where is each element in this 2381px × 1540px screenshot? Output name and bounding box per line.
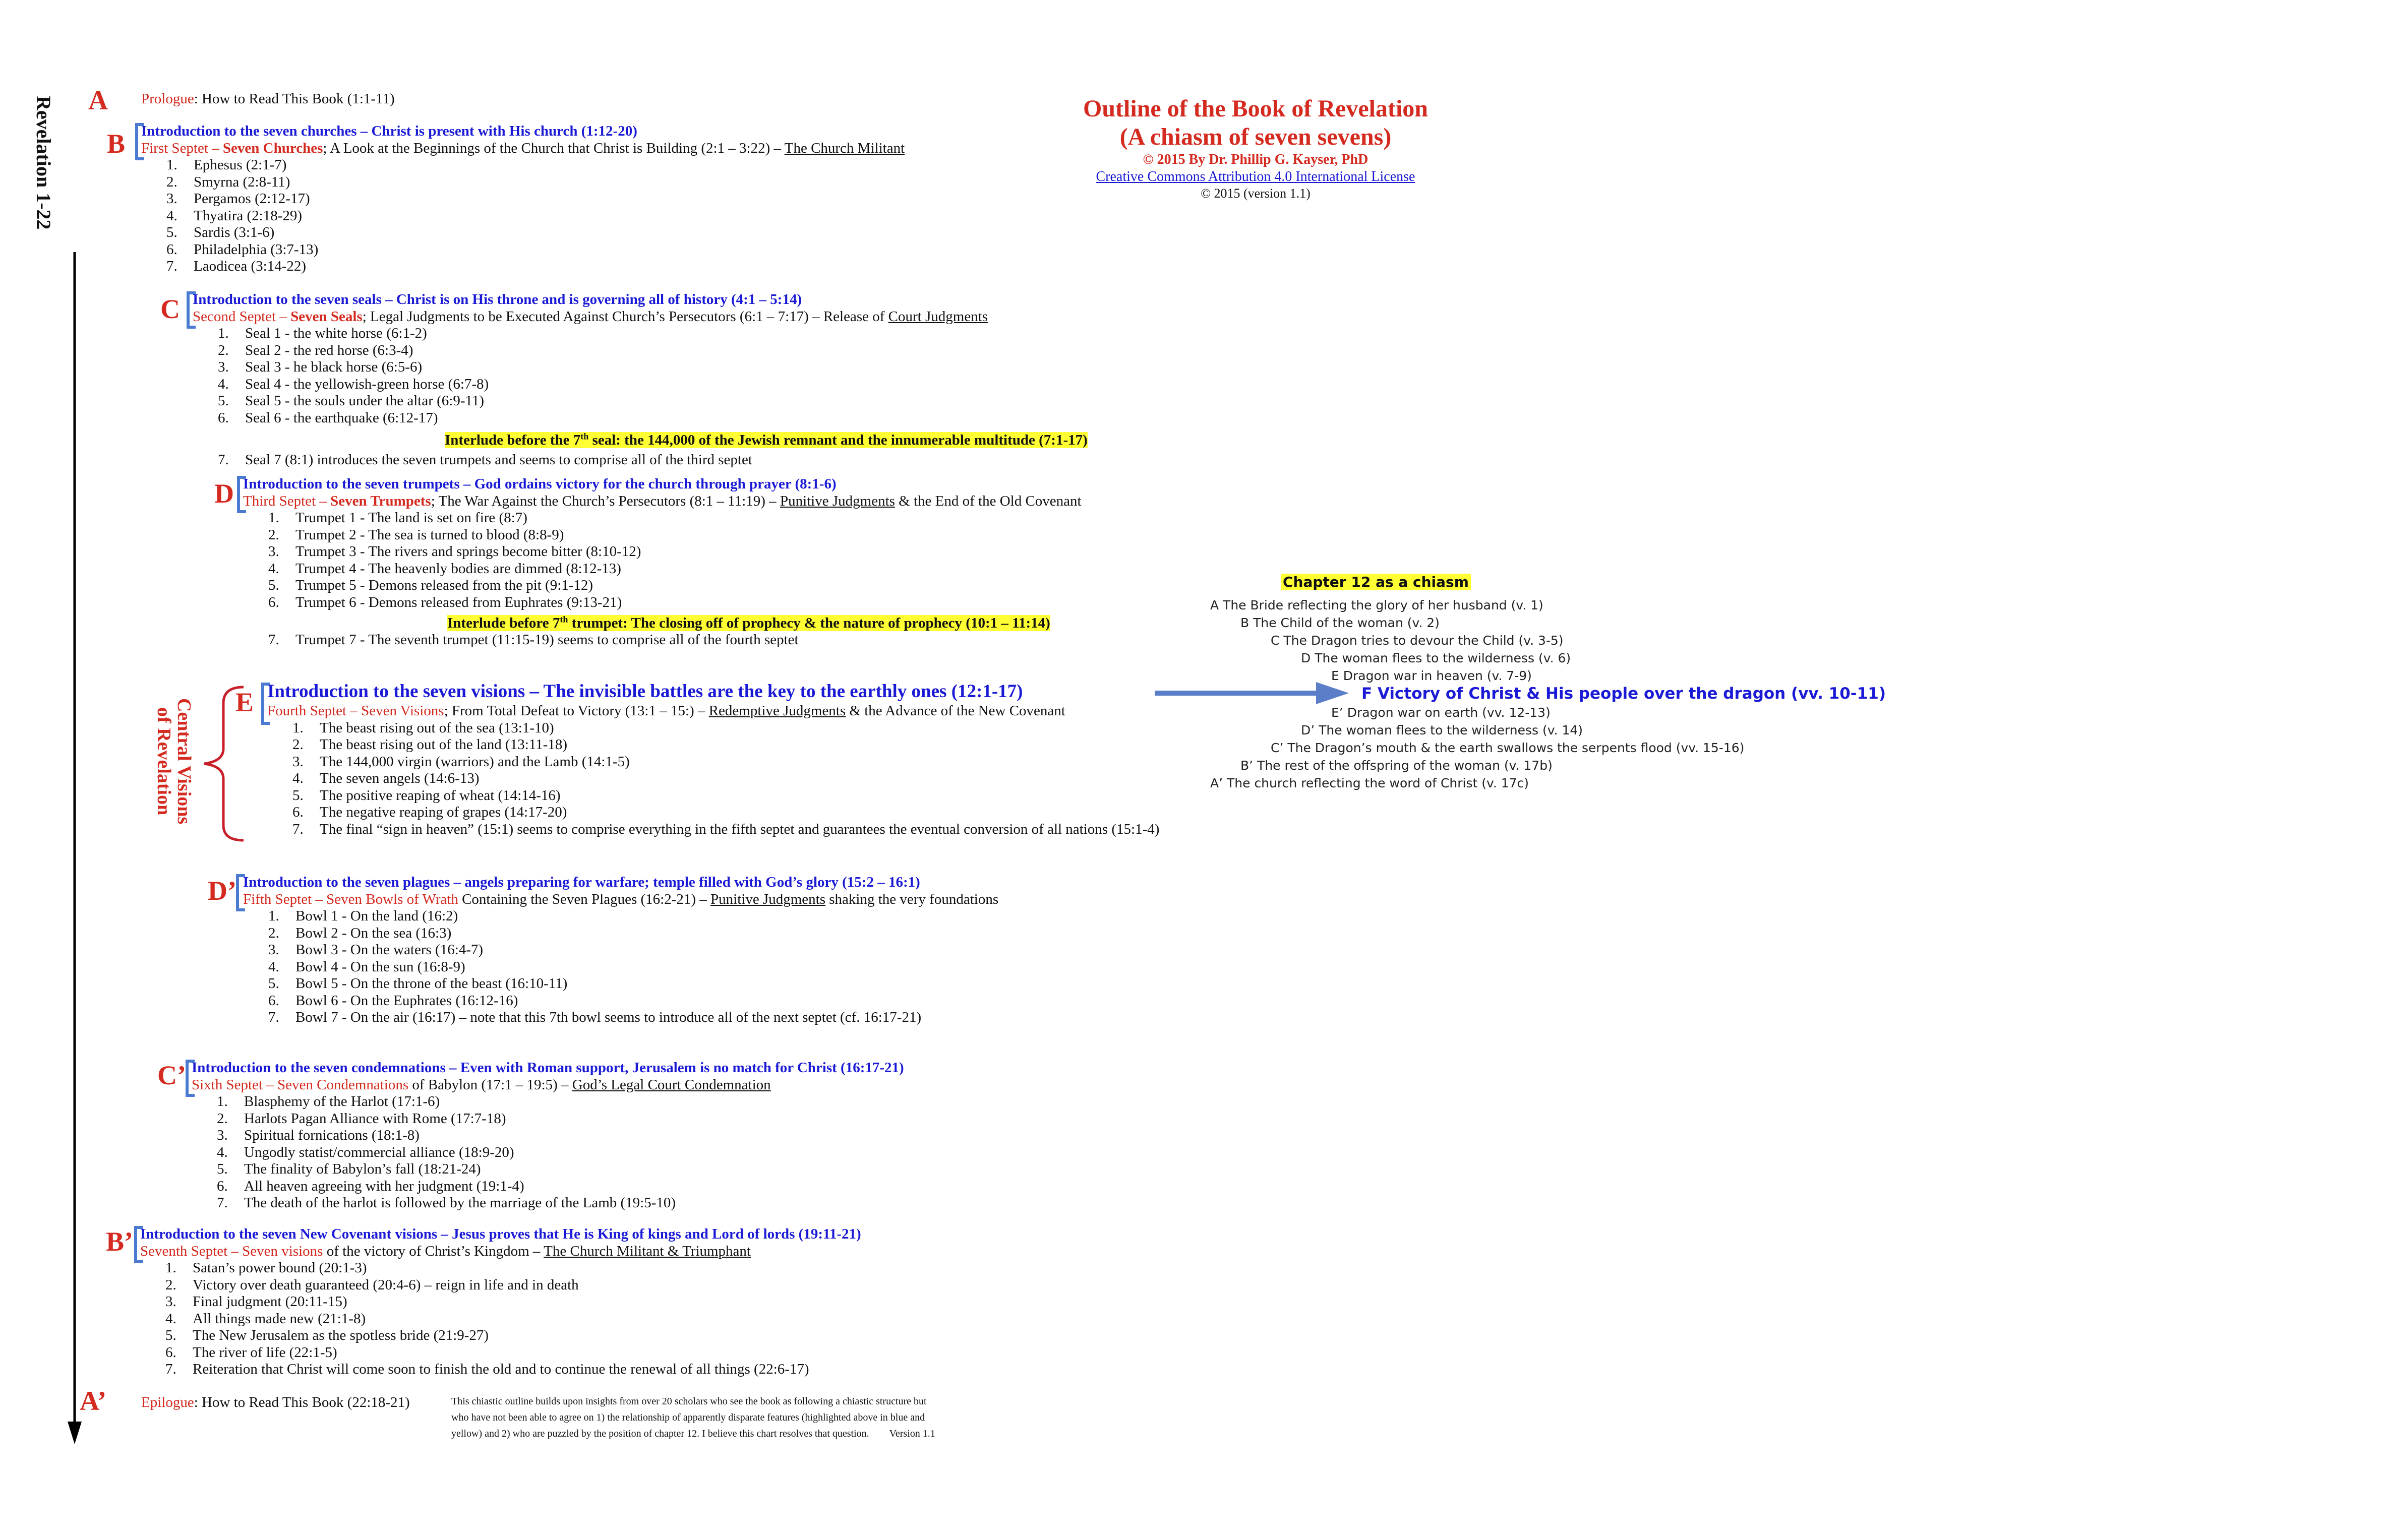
item-text: Trumpet 2 - The sea is turned to blood (8:8-9) <box>295 526 564 543</box>
item-text: Seal 3 - he black horse (6:5-6) <box>245 359 423 375</box>
list-b-prime <box>165 1260 861 1378</box>
list-item: 4. Seal 4 - the yellowish-green horse (6:7-8) <box>218 376 489 392</box>
item-text: Victory over death guaranteed (20:4-6) – reign in life and in death <box>193 1276 579 1293</box>
letter-e: E <box>235 687 254 717</box>
chiasm-heading <box>1281 574 1471 590</box>
chiasm-heading-text: Chapter 12 as a chiasm <box>1281 574 1471 590</box>
septet-e <box>267 703 1159 720</box>
list-item: 6. Seal 6 - the earthquake (6:12-17) <box>218 409 438 426</box>
list-item: 6. All heaven agreeing with her judgment (19:1-4) <box>217 1178 524 1194</box>
footnote <box>451 1393 935 1442</box>
item-text: Trumpet 1 - The land is set on fire (8:7) <box>295 510 527 526</box>
interlude-c <box>445 428 1088 449</box>
item-text: Seal 2 - the red horse (6:3-4) <box>245 342 413 358</box>
item-text: The river of life (22:1-5) <box>193 1344 337 1361</box>
vertical-label-text: Revelation 1-22 <box>32 96 55 230</box>
septet-c2-c: of Babylon (17:1 – 19:5) – <box>408 1076 572 1093</box>
list-e <box>292 720 1159 838</box>
item-text: Trumpet 5 - Demons released from the pit (9:1-12) <box>295 577 593 593</box>
item-text: Trumpet 4 - The heavenly bodies are dimmed (8:12-13) <box>295 560 621 577</box>
item-text: Ungodly statist/commercial alliance (18:9-20) <box>244 1144 514 1160</box>
section-b <box>141 123 905 275</box>
septet-d2-u: Punitive Judgments <box>710 891 825 907</box>
letter-a-prime: A’ <box>80 1386 106 1416</box>
list-item: 3. Seal 3 - he black horse (6:5-6) <box>218 359 423 375</box>
list-item-d7: 7. Trumpet 7 - The seventh trumpet (11:15-19) seems to comprise all of the fourth septet <box>268 632 799 648</box>
septet-c-b: Seven Seals <box>290 308 363 325</box>
chiasm-line-a2: A’ The church reflecting the word of Christ (v. 17c) <box>1210 776 1529 790</box>
septet-b-c: ; A Look at the Beginnings of the Church that Christ is Building (2:1 – 3:22) – <box>323 140 785 156</box>
list-item: 5. Bowl 5 - On the throne of the beast (16:10-11) <box>268 975 568 992</box>
septet-d-b: Seven Trumpets <box>330 492 431 509</box>
section-c <box>193 291 1088 469</box>
list-item-c7: 7. Seal 7 (8:1) introduces the seven trumpets and seems to comprise all of the third septet <box>218 452 752 468</box>
list-item: 6. Bowl 6 - On the Euphrates (16:12-16) <box>268 992 518 1009</box>
septet-e-a: Fourth Septet – Seven Visions <box>267 703 444 719</box>
list-item: 4. Thyatira (2:18-29) <box>166 207 303 224</box>
list-item: 3. The 144,000 virgin (warriors) and the Lamb (14:1-5) <box>292 753 630 770</box>
item-text: Trumpet 6 - Demons released from Euphrates (9:13-21) <box>295 594 622 610</box>
item-text: Seal 6 - the earthquake (6:12-17) <box>245 409 438 426</box>
list-item: 7. The death of the harlot is followed by the marriage of the Lamb (19:5-10) <box>217 1195 676 1211</box>
prologue <box>141 91 395 108</box>
chiasm-line-d: D The woman flees to the wilderness (v. 6) <box>1301 651 1571 665</box>
list-item: 1. Bowl 1 - On the land (16:2) <box>268 908 458 924</box>
list-item: 5. The positive reaping of wheat (14:14-16) <box>292 787 561 804</box>
intro-c: Introduction to the seven seals – Christ is on His throne and is governing all of history (4:1 – 5:14) <box>193 291 802 307</box>
septet-d-d: & the End of the Old Covenant <box>895 492 1082 509</box>
list-item: 2. Trumpet 2 - The sea is turned to blood (8:8-9) <box>268 526 564 543</box>
septet-c-a: Second Septet – <box>193 308 291 325</box>
central-label-line-1: Central Visions <box>173 698 195 825</box>
list-item: 7. Reiteration that Christ will come soon to finish the old and to continue the renewal of all things (22:6-17) <box>165 1361 809 1377</box>
chiasm-line-e2: E’ Dragon war on earth (vv. 12-13) <box>1331 705 1551 720</box>
septet-c-c: ; Legal Judgments to be Executed Against Church’s Persecutors (6:1 – 7:17) – Release of <box>362 308 888 325</box>
item-text: Bowl 1 - On the land (16:2) <box>295 908 458 924</box>
interlude-c-sup: th <box>580 431 589 441</box>
septet-b2-c: of the victory of Christ’s Kingdom – <box>323 1243 544 1259</box>
item-text: Satan’s power bound (20:1-3) <box>193 1260 367 1276</box>
list-item: 2. Seal 2 - the red horse (6:3-4) <box>218 342 413 358</box>
list-item: 2. Harlots Pagan Alliance with Rome (17:7-18) <box>217 1110 506 1127</box>
item-text: Seal 5 - the souls under the altar (6:9-11) <box>245 393 485 409</box>
septet-c-prime <box>192 1077 904 1094</box>
prologue-label: Prologue <box>141 91 194 107</box>
list-item: 5. Seal 5 - the souls under the altar (6:9-11) <box>218 393 485 409</box>
septet-d2-c: Containing the Seven Plagues (16:2-21) – <box>458 891 711 907</box>
item-text: Bowl 3 - On the waters (16:4-7) <box>295 942 484 958</box>
list-item: 1. Blasphemy of the Harlot (17:1-6) <box>217 1093 440 1110</box>
footnote-line-3-text: yellow) and 2) who are puzzled by the position of chapter 12. I believe this chart resolves that question. <box>451 1428 869 1439</box>
interlude-d-text <box>447 615 1050 631</box>
intro-b: Introduction to the seven churches – Christ is present with His church (1:12-20) <box>141 123 637 139</box>
interlude-c-text <box>445 432 1088 448</box>
septet-b <box>141 140 905 157</box>
title-author: © 2015 By Dr. Phillip G. Kayser, PhD <box>1143 152 1368 167</box>
item-text: Sardis (3:1-6) <box>194 224 275 240</box>
septet-d <box>243 493 1082 510</box>
footnote-line-1: This chiastic outline builds upon insights from over 20 scholars who see the book as following a chiastic structure but <box>451 1396 927 1407</box>
item-text: Philadelphia (3:7-13) <box>194 241 319 258</box>
list-item: 2. Victory over death guaranteed (20:4-6) – reign in life and in death <box>165 1276 579 1293</box>
list-c-prime <box>217 1093 904 1212</box>
epilogue-text: : How to Read This Book (22:18-21) <box>194 1394 410 1410</box>
list-item: 7. Laodicea (3:14-22) <box>166 258 307 274</box>
chiasm-line-b: B The Child of the woman (v. 2) <box>1240 615 1440 630</box>
item-text: Trumpet 7 - The seventh trumpet (11:15-19) seems to comprise all of the fourth septet <box>295 632 799 648</box>
septet-b-prime <box>140 1243 861 1260</box>
list-item: 6. The negative reaping of grapes (14:17-20) <box>292 804 567 820</box>
footnote-line-3 <box>451 1426 935 1442</box>
list-item: 3. Spiritual fornications (18:1-8) <box>217 1127 420 1143</box>
letter-d: D <box>214 478 234 509</box>
item-text: Bowl 4 - On the sun (16:8-9) <box>295 958 465 975</box>
item-text: Final judgment (20:11-15) <box>193 1293 347 1310</box>
item-text: Reiteration that Christ will come soon to finish the old and to continue the renewal of all things (22:6-17) <box>193 1361 809 1377</box>
list-item: 4. Bowl 4 - On the sun (16:8-9) <box>268 958 465 975</box>
section-b-prime <box>140 1226 861 1378</box>
item-text: Smyrna (2:8-11) <box>194 173 290 190</box>
septet-d-c: ; The War Against the Church’s Persecutors (8:1 – 11:19) – <box>431 492 780 509</box>
list-item: 5. The finality of Babylon’s fall (18:21-24) <box>217 1161 481 1177</box>
septet-e-d: & the Advance of the New Covenant <box>846 703 1065 719</box>
intro-d-prime: Introduction to the seven plagues – angels preparing for warfare; temple filled with God’s glory (15:2 – 16:1) <box>243 874 920 890</box>
list-item: 6. Trumpet 6 - Demons released from Euphrates (9:13-21) <box>268 594 622 610</box>
list-item: 2. Bowl 2 - On the sea (16:3) <box>268 925 452 941</box>
item-text: Seal 7 (8:1) introduces the seven trumpets and seems to comprise all of the third septet <box>245 452 752 468</box>
item-text: Bowl 6 - On the Euphrates (16:12-16) <box>295 992 518 1009</box>
revelation-vertical-label <box>32 96 55 230</box>
septet-d2-a: Fifth Septet – Seven Bowls of Wrath <box>243 891 458 907</box>
footnote-line-2: who have not been able to agree on 1) the relationship of apparently disparate features (highlighted above in blue and <box>451 1412 925 1423</box>
list-item: 1. Ephesus (2:1-7) <box>166 157 287 173</box>
list-item: 5. The New Jerusalem as the spotless bride (21:9-27) <box>165 1327 489 1343</box>
letter-c-prime: C’ <box>157 1060 186 1090</box>
list-item: 5. Sardis (3:1-6) <box>166 224 275 240</box>
item-text: Trumpet 3 - The rivers and springs become bitter (8:10-12) <box>295 543 641 560</box>
item-text: Bowl 5 - On the throne of the beast (16:10-11) <box>295 975 568 992</box>
item-text: The negative reaping of grapes (14:17-20) <box>320 804 567 820</box>
epilogue <box>141 1394 410 1411</box>
arrow-to-chiasm <box>1155 678 1351 708</box>
septet-c-u: Court Judgments <box>888 308 988 325</box>
septet-c2-u: God’s Legal Court Condemnation <box>572 1076 771 1093</box>
septet-d-u: Punitive Judgments <box>780 492 895 509</box>
septet-c <box>193 309 1088 326</box>
list-d <box>268 510 1082 611</box>
section-d-prime <box>243 874 998 1026</box>
list-item: 3. Bowl 3 - On the waters (16:4-7) <box>268 942 484 958</box>
list-item: 3. Pergamos (2:12-17) <box>166 191 310 207</box>
item-text: Harlots Pagan Alliance with Rome (17:7-18) <box>244 1110 506 1127</box>
intro-d: Introduction to the seven trumpets – God ordains victory for the church through prayer (8:1-6) <box>243 476 837 492</box>
title-block <box>1029 95 1482 202</box>
chiasm-line-f: F Victory of Christ & His people over the dragon (vv. 10-11) <box>1361 685 1886 703</box>
septet-d-a: Third Septet – <box>243 492 331 509</box>
item-text: All heaven agreeing with her judgment (19:1-4) <box>244 1178 524 1194</box>
title-version: © 2015 (version 1.1) <box>1201 186 1311 201</box>
item-text: Ephesus (2:1-7) <box>194 157 287 173</box>
septet-b-u: The Church Militant <box>784 140 905 156</box>
list-c <box>218 325 1088 426</box>
list-item: 6. The river of life (22:1-5) <box>165 1344 337 1361</box>
letter-c: C <box>160 294 180 324</box>
letter-d-prime: D’ <box>208 876 236 906</box>
item-text: The seven angels (14:6-13) <box>320 770 480 786</box>
epilogue-label: Epilogue <box>141 1394 194 1410</box>
septet-b-a: First Septet – <box>141 140 223 156</box>
septet-e-c: ; From Total Defeat to Victory (13:1 – 15:) – <box>444 703 709 719</box>
list-d-prime <box>268 908 998 1026</box>
list-item: 2. Smyrna (2:8-11) <box>166 173 290 190</box>
item-text: The final “sign in heaven” (15:1) seems to comprise everything in the fifth septet and guarantees the eventual conversion of all nations (15:1-4) <box>320 821 1160 837</box>
item-text: The beast rising out of the sea (13:1-10) <box>320 719 554 736</box>
septet-d-prime <box>243 891 998 908</box>
item-text: Thyatira (2:18-29) <box>194 207 303 224</box>
section-c-prime <box>192 1060 904 1212</box>
list-item: 7. Bowl 7 - On the air (16:17) – note that this 7th bowl seems to introduce all of the next septet (cf. 16:17-21) <box>268 1009 922 1025</box>
item-text: Seal 4 - the yellowish-green horse (6:7-8) <box>245 376 489 392</box>
list-item: 3. Trumpet 3 - The rivers and springs become bitter (8:10-12) <box>268 543 641 560</box>
footnote-version: Version 1.1 <box>889 1428 935 1439</box>
title-line-2: (A chiasm of seven sevens) <box>1119 124 1392 150</box>
intro-b-prime: Introduction to the seven New Covenant visions – Jesus proves that He is King of kings and Lord of lords (19:11-21) <box>140 1226 861 1242</box>
list-b <box>166 157 905 275</box>
chiasm-line-d2: D’ The woman flees to the wilderness (v. 14) <box>1301 723 1583 737</box>
list-item: 1. The beast rising out of the sea (13:1-10) <box>292 719 554 736</box>
item-text: All things made new (21:1-8) <box>193 1310 366 1327</box>
item-text: Bowl 2 - On the sea (16:3) <box>295 925 452 941</box>
item-text: Laodicea (3:14-22) <box>194 258 307 274</box>
timeline-arrow <box>65 252 85 1447</box>
interlude-d-a: Interlude before 7 <box>447 614 560 631</box>
septet-e-u: Redemptive Judgments <box>708 703 846 719</box>
list-item: 4. All things made new (21:1-8) <box>165 1310 366 1327</box>
list-item: 5. Trumpet 5 - Demons released from the pit (9:1-12) <box>268 577 593 593</box>
chiasm-line-a: A The Bride reflecting the glory of her husband (v. 1) <box>1210 598 1543 612</box>
list-item: 4. Trumpet 4 - The heavenly bodies are dimmed (8:12-13) <box>268 560 621 577</box>
item-text: The positive reaping of wheat (14:14-16) <box>320 787 561 804</box>
letter-b: B <box>107 129 126 159</box>
item-text: Blasphemy of the Harlot (17:1-6) <box>244 1093 440 1110</box>
list-item: 6. Philadelphia (3:7-13) <box>166 241 319 258</box>
item-text: The 144,000 virgin (warriors) and the Lamb (14:1-5) <box>320 753 630 770</box>
chiasm-line-b2: B’ The rest of the offspring of the woman (v. 17b) <box>1240 758 1553 773</box>
list-item: 4. The seven angels (14:6-13) <box>292 770 480 786</box>
septet-d2-d: shaking the very foundations <box>825 891 999 907</box>
item-text: Bowl 7 - On the air (16:17) – note that this 7th bowl seems to introduce all of the next septet (cf. 16:17-21) <box>295 1009 922 1025</box>
chiasm-line-c2: C’ The Dragon’s mouth & the earth swallows the serpents flood (vv. 15-16) <box>1271 741 1745 755</box>
interlude-c-b: seal: the 144,000 of the Jewish remnant and the innumerable multitude (7:1-17) <box>588 432 1088 448</box>
septet-c2-a: Sixth Septet – Seven Condemnations <box>192 1076 409 1093</box>
chiasm-line-e: E Dragon war in heaven (v. 7-9) <box>1331 668 1532 683</box>
intro-e: Introduction to the seven visions – The invisible battles are the key to the earthly ones (12:1-17) <box>267 681 1023 702</box>
prologue-text: : How to Read This Book (1:1-11) <box>194 91 395 107</box>
title-line-1: Outline of the Book of Revelation <box>1083 95 1428 122</box>
interlude-d-sup: th <box>560 614 568 624</box>
list-item: 1. Seal 1 - the white horse (6:1-2) <box>218 325 427 341</box>
item-text: The death of the harlot is followed by the marriage of the Lamb (19:5-10) <box>244 1195 676 1211</box>
license-link[interactable]: Creative Commons Attribution 4.0 International License <box>1096 169 1415 184</box>
list-item: 1. Satan’s power bound (20:1-3) <box>165 1260 367 1276</box>
list-item: 3. Final judgment (20:11-15) <box>165 1293 347 1310</box>
septet-b2-u: The Church Militant & Triumphant <box>544 1243 751 1259</box>
list-item: 1. Trumpet 1 - The land is set on fire (8:7) <box>268 510 527 526</box>
list-item: 4. Ungodly statist/commercial alliance (18:9-20) <box>217 1144 514 1160</box>
section-d <box>243 476 1082 649</box>
septet-b-b: Seven Churches <box>222 140 323 156</box>
interlude-d <box>447 611 1082 632</box>
letter-a: A <box>88 85 108 115</box>
intro-c-prime: Introduction to the seven condemnations – Even with Roman support, Jerusalem is no match for Christ (16:17-21) <box>192 1060 904 1076</box>
item-text: Pergamos (2:12-17) <box>194 191 310 207</box>
item-text: The finality of Babylon’s fall (18:21-24) <box>244 1161 481 1177</box>
central-visions-label <box>154 698 194 824</box>
item-text: Seal 1 - the white horse (6:1-2) <box>245 325 427 341</box>
list-item: 7. The final “sign in heaven” (15:1) seems to comprise everything in the fifth septet and guarantees the eventual conversion of all nations (15:1-4) <box>292 821 1160 837</box>
septet-b2-a: Seventh Septet – Seven visions <box>140 1243 323 1259</box>
letter-b-prime: B’ <box>106 1226 133 1257</box>
item-text: The beast rising out of the land (13:11-18) <box>320 736 568 753</box>
central-label-line-2: of Revelation <box>153 707 174 816</box>
chiasm-line-c: C The Dragon tries to devour the Child (v. 3-5) <box>1271 633 1564 648</box>
interlude-d-b: trumpet: The closing off of prophecy & the nature of prophecy (10:1 – 11:14) <box>568 614 1050 631</box>
section-e <box>267 681 1159 838</box>
item-text: Spiritual fornications (18:1-8) <box>244 1127 420 1143</box>
list-item: 2. The beast rising out of the land (13:11-18) <box>292 736 568 753</box>
item-text: The New Jerusalem as the spotless bride (21:9-27) <box>193 1327 489 1343</box>
interlude-c-a: Interlude before the 7 <box>445 432 581 448</box>
